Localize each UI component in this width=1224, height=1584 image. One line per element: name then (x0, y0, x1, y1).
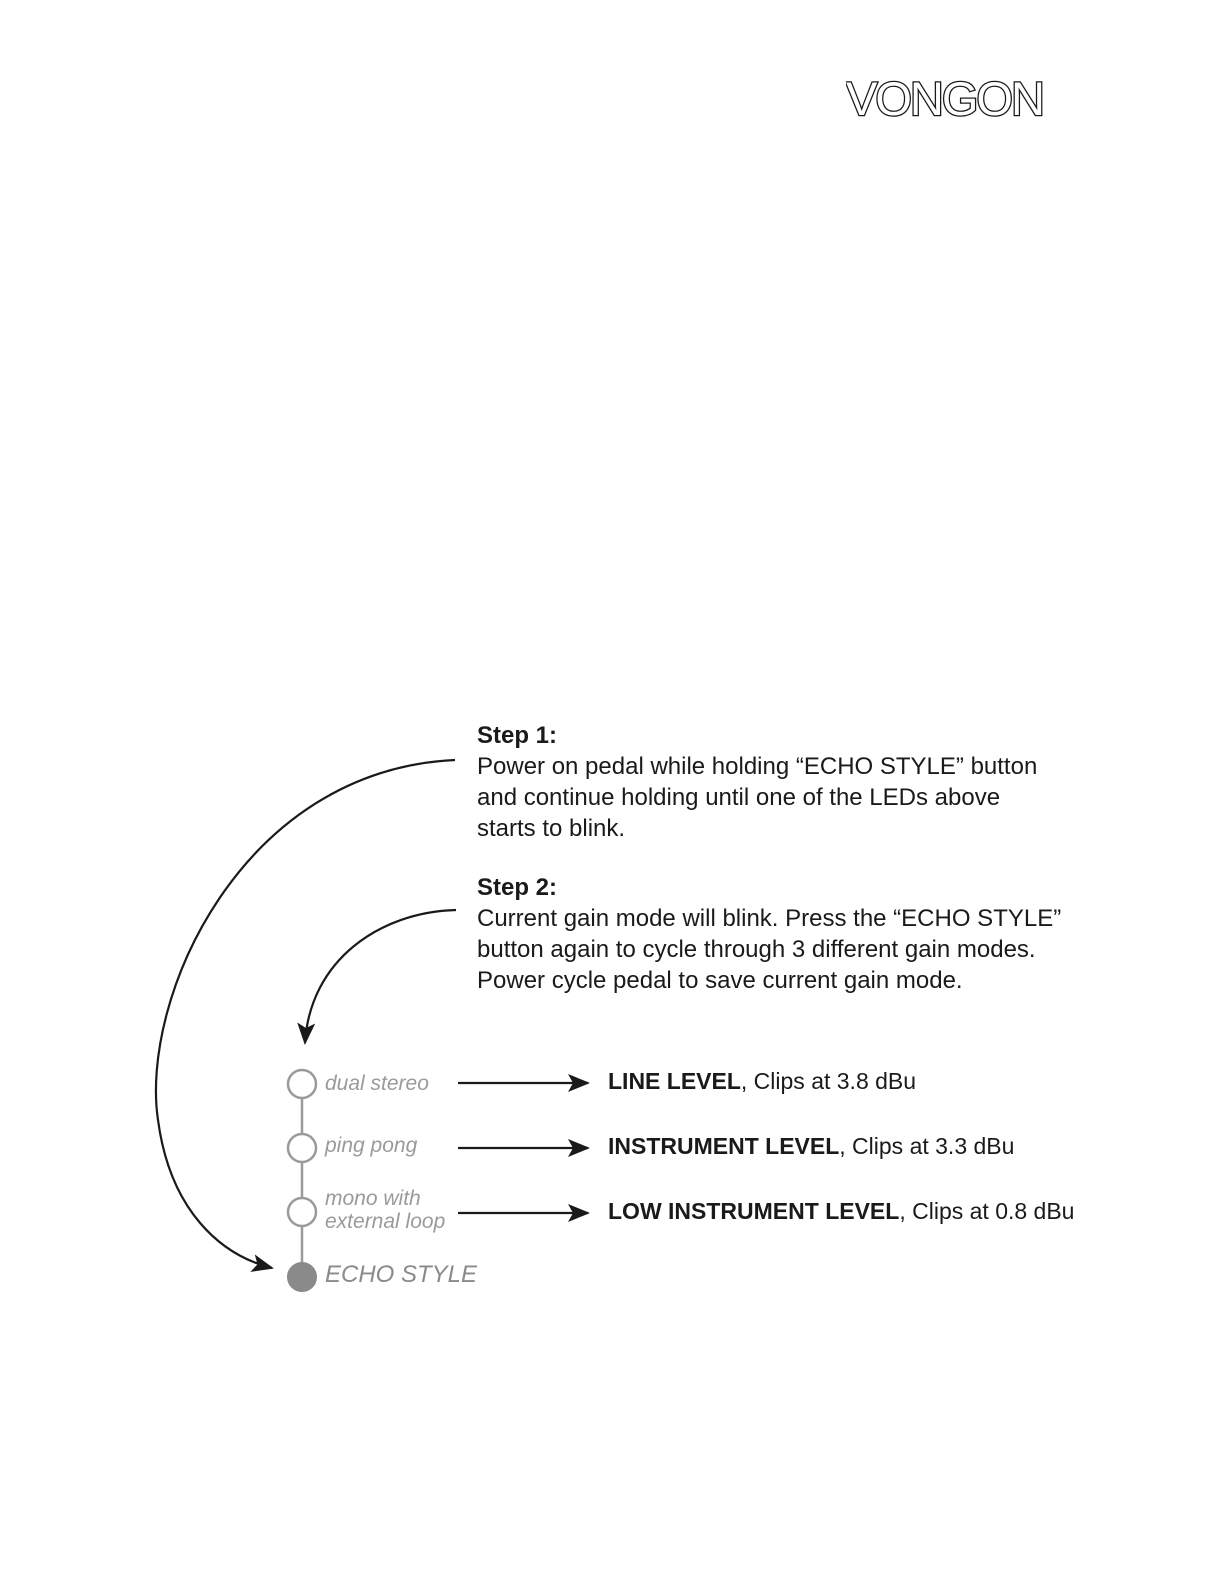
led-label-mono-external-loop: mono with external loop (325, 1187, 446, 1233)
led-mono-external-loop (288, 1198, 316, 1226)
led-label-ping-pong: ping pong (325, 1134, 418, 1157)
gain-level-low-instrument (608, 1197, 1074, 1225)
step-2 (477, 872, 1077, 996)
step-2-title: Step 2: (477, 874, 558, 901)
gain-level-line (608, 1067, 916, 1095)
step-1-body: Power on pedal while holding “ECHO STYLE” button and continue holding until one of the LEDs above starts to blink. (477, 753, 1038, 842)
led-dual-stereo (288, 1070, 316, 1098)
step-1 (477, 720, 1077, 844)
logo-text: VONGON (846, 72, 1043, 124)
logo-wordmark (846, 72, 1066, 124)
gain-level-line-detail: , Clips at 3.8 dBu (740, 1068, 917, 1094)
led-ping-pong (288, 1134, 316, 1162)
gain-level-line-name: LINE LEVEL (608, 1068, 741, 1094)
led-label-echo-style: ECHO STYLE (325, 1261, 478, 1288)
vongon-logo (846, 72, 1066, 124)
gain-level-instrument-detail: , Clips at 3.3 dBu (839, 1133, 1015, 1159)
step-1-title: Step 1: (477, 722, 558, 749)
led-label-dual-stereo: dual stereo (325, 1072, 429, 1095)
gain-level-low-instrument-detail: , Clips at 0.8 dBu (899, 1198, 1075, 1224)
gain-level-low-instrument-name: LOW INSTRUMENT LEVEL (608, 1198, 900, 1224)
led-echo-style (288, 1263, 316, 1291)
step-2-body: Current gain mode will blink. Press the “ECHO STYLE” button again to cycle through 3 different gain modes. Power cycle pedal to save current gain mode. (477, 905, 1062, 994)
step-2-curved-arrow (305, 910, 456, 1043)
gain-level-instrument (608, 1132, 1014, 1160)
gain-level-instrument-name: INSTRUMENT LEVEL (608, 1133, 840, 1159)
